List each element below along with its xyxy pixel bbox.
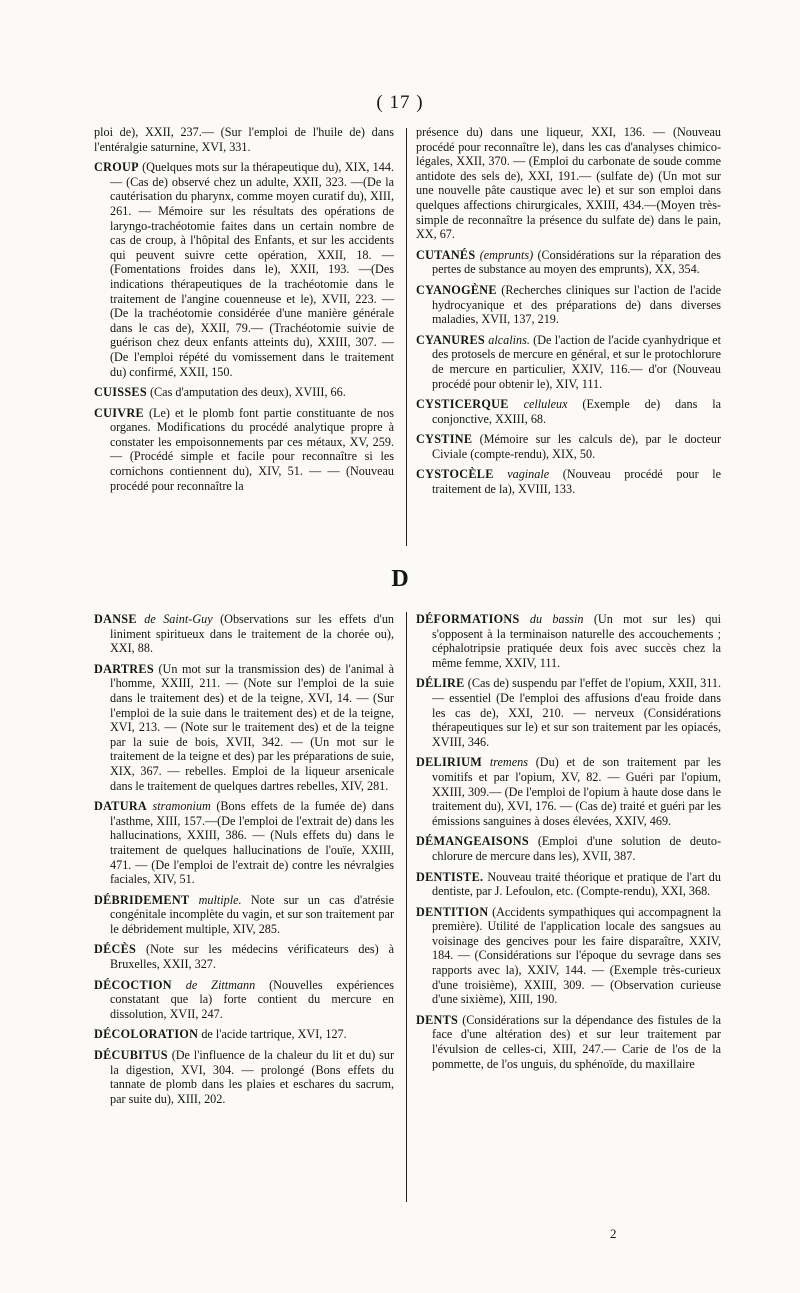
column-divider-bottom (406, 612, 407, 1202)
entry-headword: DATURA (94, 799, 148, 814)
entry-headword: DÉCUBITUS (94, 1048, 168, 1063)
index-entry (416, 755, 721, 828)
entry-text: (Note sur les médecins vérificateurs des) à Bruxelles, XXII, 327. (110, 942, 395, 972)
entry-text: (Un mot sur la transmission des) de l'animal à l'homme, XXIII, 211. — (Note sur l'emploi de la suie dans le traitement des) et de la teigne, XVI, 14. — (Sur l'emploi de la suie dans le traitement des) et de la teigne, XVI, 213. — (Note sur le traitement des) et de la teigne par la suie de bois, XVII, 342. — (Un mot sur le traitement de la teigne et des) par les préparations de suie, XIX, 367. — rebelles. Emploi de la liqueur arsenicale dans le traitement de quelques dartres rebelles, XIV, 281. (110, 661, 394, 793)
entry-headword: CROUP (94, 160, 139, 175)
entry-text: (Cas d'amputation des deux), XVIII, 66. (149, 385, 346, 400)
entry-headword: DENTISTE. (416, 869, 484, 884)
entry-headword: DÉFORMATIONS (416, 612, 520, 626)
column-bottom-left (94, 612, 394, 1112)
entry-text: (Exemple de) dans la conjonctive, XXIII, 68. (432, 397, 722, 426)
entry-headword: CYSTOCÈLE (416, 467, 494, 482)
column-top-left (94, 125, 394, 499)
index-entry (94, 978, 394, 1022)
index-entry (94, 406, 394, 494)
index-entry (416, 1013, 721, 1071)
entry-text: ploi de), XXII, 237.— (Sur l'emploi de l'huile de) dans l'entéralgie saturnine, XVI, 331. (94, 125, 394, 154)
index-entry (94, 662, 394, 793)
entry-headword: DELIRIUM (416, 755, 483, 770)
index-entry (416, 834, 721, 863)
entry-qualifier: vaginale (507, 467, 550, 482)
index-entry (94, 893, 394, 937)
entry-text: (Du) et de son traitement par les vomitifs et par l'opium, XV, 82. — Guéri par l'opium, XXIII, 309.— (De l'emploi de l'opium à haute dose dans le traitement du), XVI, 176. — (Cas de) traité et guéri par les émissions sanguines à doses élevées, XXIV, 469. (432, 755, 722, 828)
entry-text: (Nouvelles expériences constatant que la) forte contient du mercure en dissolution, XVII, 247. (110, 977, 394, 1021)
index-entry (416, 248, 721, 277)
entry-text: (Considérations sur la réparation des pertes de substance au moyen des emprunts), XX, 354. (432, 247, 722, 277)
entry-headword: DÉCOLORATION (94, 1027, 199, 1042)
index-entry (94, 125, 394, 154)
entry-qualifier: multiple. (198, 892, 242, 907)
column-top-right (416, 125, 721, 503)
entry-headword: DÉMANGEAISONS (416, 834, 529, 849)
entry-text: Note sur un cas d'atrésie congénitale incomplète du vagin, et sur son traitement par le débridement multiple, XIV, 285. (110, 892, 395, 936)
column-bottom-right (416, 612, 721, 1077)
index-entry (416, 467, 721, 496)
entry-qualifier: stramonium (152, 799, 211, 814)
entry-text: (Quelques mots sur la thérapeutique du), XIX, 144. — (Cas de) observé chez un adulte, XXII, 323. —(De la cautérisation du pharynx, comme moyen curatif du), XIII, 261. — Mémoire sur les résultats des opérations de laryngo-trachéotomie faites dans un certain nombre de cas de croup, à l'hôpital des Enfants, et sur les accidents qui peuvent suivre cette opération, XXII, 18. — (Fomentations froides dans le), XXII, 193. —(Des indications thérapeutiques de la trachéotomie dans le traitement de l'angine couenneuse et le), XVII, 223. —(De la trachéotomie considérée d'une manière générale dans le cas de), XXII, 79.— (Trachéotomie suivie de guérison chez deux enfants atteints du), XXIII, 307. — (De l'emploi répété du vomissement dans le traitement du) confirmé, XXII, 150. (110, 160, 395, 379)
entry-headword: DARTRES (94, 661, 154, 676)
index-entry (94, 612, 394, 656)
index-entry (94, 160, 394, 379)
entry-text: (De l'influence de la chaleur du lit et du) sur la digestion, XVI, 304. — prolongé (Bons effets du tannate de plomb dans les plaies et eschares du sacrum, par suite du), XIII, 202. (110, 1048, 394, 1106)
entry-headword: CYSTINE (416, 432, 473, 447)
entry-headword: DÉLIRE (416, 676, 465, 691)
entry-text: (Observations sur les effets d'un liniment spiritueux dans le traitement de la chorée ou), XXI, 88. (110, 612, 395, 656)
column-divider-top (406, 128, 407, 546)
entry-text: (Cas de) suspendu par l'effet de l'opium, XXII, 311. — essentiel (De l'emploi des affusions d'eau froide dans les cas de), XXI, 210. — nerveux (Considérations thérapeutiques sur le) et sur son traitement par les opiacés, XVIII, 346. (432, 676, 722, 749)
entry-text: (Emploi d'une solution de deuto-chlorure de mercure dans les), XVII, 387. (432, 834, 722, 863)
entry-text: Nouveau traité théorique et pratique de l'art du dentiste, par J. Lefoulon, etc. (Compte-rendu), XXI, 368. (432, 869, 721, 899)
index-entry (94, 1027, 394, 1042)
entry-qualifier: du bassin (529, 612, 584, 626)
entry-text: (Nouveau procédé pour le traitement de la), XVIII, 133. (432, 467, 722, 497)
entry-headword: CYSTICERQUE (416, 397, 509, 412)
entry-text: (Mémoire sur les calculs de), par le docteur Civiale (compte-rendu), XIX, 50. (432, 432, 722, 461)
entry-text: présence du) dans une liqueur, XXI, 136. — (Nouveau procédé pour reconnaître le), dans les cas d'analyses chimico-légales, XXII, 370. — (Emploi du carbonate de soude comme antidote des sels de), XXI, 191.— (sulfate de) (Un mot sur une nouvelle pâte caustique avec le) et sur son emploi dans quelques affections chirurgicales, XXIII, 434.—(Moyen très-simple de reconnaître la présence du sulfate de) dans le pain, XX, 67. (416, 125, 721, 242)
index-entry (416, 612, 721, 670)
entry-headword: CUISSES (94, 385, 147, 400)
index-entry (94, 799, 394, 887)
entry-headword: DÉBRIDEMENT (94, 892, 190, 907)
entry-text: (Considérations sur la dépendance des fistules de la face d'une altération des) et sur leur traitement par l'évulsion de celles-ci, XIII, 247.— Carie de l'os de la pommette, de l'os unguis, du sphénoïde, du maxillaire (432, 1012, 721, 1071)
printer-signature: 2 (610, 1226, 617, 1241)
entry-text: (Recherches cliniques sur l'action de l'acide hydrocyanique et des préparations de) dans diverses maladies, XVII, 137, 219. (432, 282, 721, 327)
page-number: ( 17 ) (376, 92, 424, 113)
entry-text: (Bons effets de la fumée de) dans l'asthme, XIII, 157.—(De l'emploi de l'extrait de) dans les hallucinations, XXIII, 386. — (Nuls effets du) dans le traitement de quelques hallucinations de l'ouïe, XXIII, 471. — (De l'emploi de l'extrait de) contre les névralgies faciales, XIV, 51. (110, 799, 394, 887)
entry-headword: DENTS (416, 1012, 459, 1027)
index-entry (94, 1048, 394, 1106)
entry-text: (Le) et le plomb font partie constituante de nos organes. Modifications du procédé analytique propre à constater les empoisonnements par ces métaux, XV, 259.— (Procédé simple et facile pour reconnaître si les cornichons contiennent du), XIV, 51. — — (Nouveau procédé pour reconnaître la (110, 405, 394, 493)
index-entry (416, 125, 721, 242)
entry-text: (De l'action de l'acide cyanhydrique et des protosels de mercure en général, et sur le protochlorure de mercure en particulier, XXIV, 116.— d'or (Nouveau procédé pour obtenir le), XIV, 111. (432, 332, 722, 391)
entry-text: (Un mot sur les) qui s'opposent à la terminaison naturelle des accouchements ; céphalotripsie pratiquée deux fois avec succès chez la même femme, XXIV, 111. (432, 612, 721, 670)
entry-qualifier: (emprunts) (479, 247, 534, 262)
entry-qualifier: de Saint-Guy (144, 612, 213, 626)
index-entry (416, 870, 721, 899)
entry-headword: DANSE (94, 612, 137, 626)
entry-qualifier: alcalins. (488, 332, 530, 347)
entry-text: de l'acide tartrique, XVI, 127. (201, 1027, 347, 1042)
index-entry (416, 432, 721, 461)
entry-headword: DENTITION (416, 904, 489, 919)
entry-text: (Accidents sympathiques qui accompagnent la première). Utilité de l'application locale des sangsues au voisinage des gencives pour les faire disparaître, XXIV, 184. — (Considérations sur l'époque du sevrage dans ses rapports avec la), XXIV, 144. — (Exemple très-curieux d'une troisième), XXIII, 309. — (Observation curieuse d'une sixième), XIII, 190. (432, 904, 721, 1007)
entry-headword: DÉCÈS (94, 942, 137, 957)
index-entry (94, 942, 394, 971)
entry-qualifier: tremens (489, 755, 528, 770)
entry-qualifier: celluleux (523, 397, 568, 412)
index-entry (416, 397, 721, 426)
index-entry (416, 283, 721, 327)
index-entry (416, 333, 721, 391)
entry-headword: CYANURES (416, 332, 485, 347)
index-entry (416, 676, 721, 749)
entry-headword: CUIVRE (94, 405, 144, 420)
index-entry (416, 905, 721, 1007)
entry-headword: DÉCOCTION (94, 977, 172, 992)
section-letter: D (391, 566, 409, 592)
entry-headword: CUTANÉS (416, 247, 476, 262)
index-entry (94, 385, 394, 400)
entry-qualifier: de Zittmann (185, 977, 256, 992)
entry-headword: CYANOGÈNE (416, 282, 497, 297)
